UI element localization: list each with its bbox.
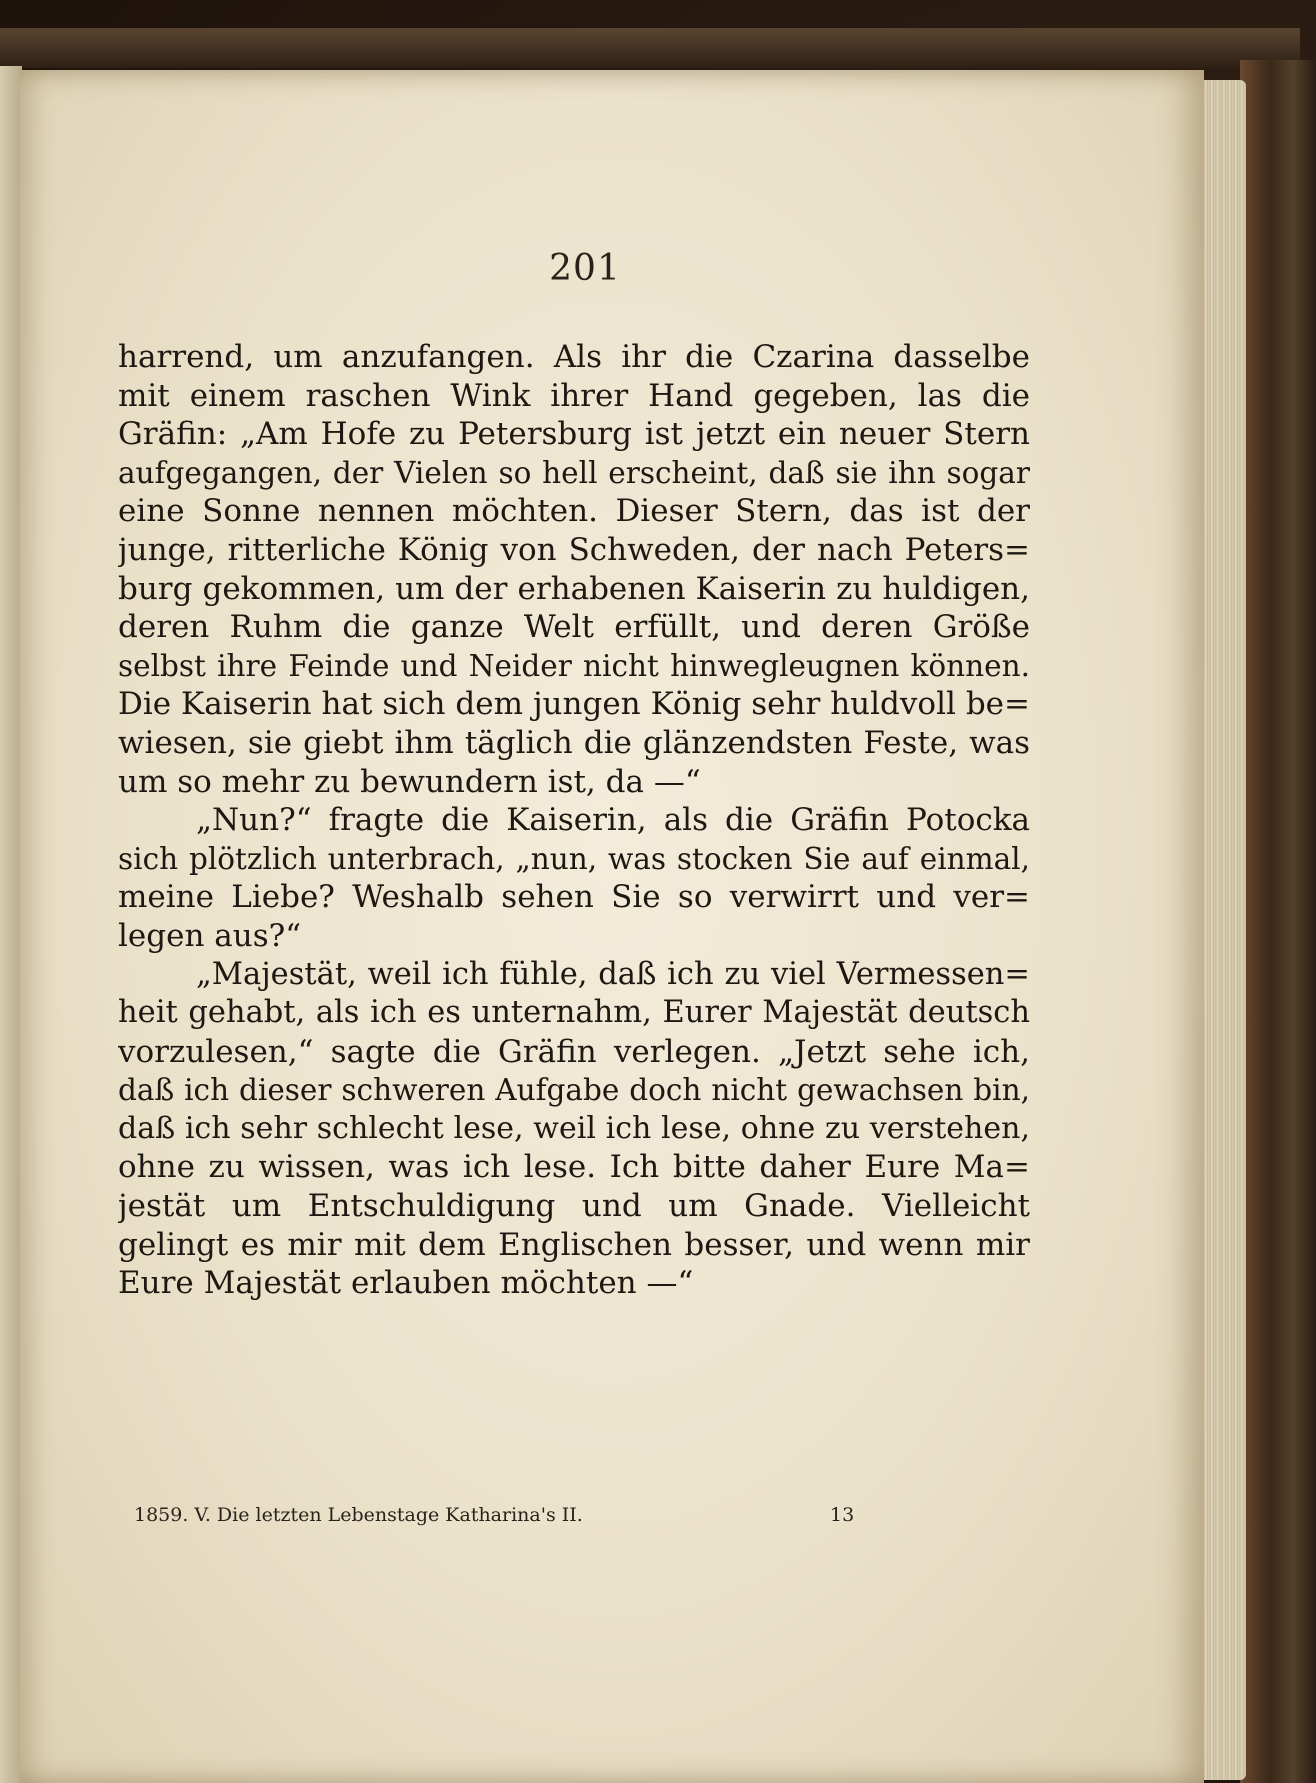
- body-text: [118, 338, 1030, 1303]
- text-line: um so mehr zu bewundern ist, da —“: [118, 763, 701, 800]
- book-page: [20, 70, 1204, 1783]
- text-line: „Majestät, weil ich fühle, daß ich zu viel Vermessen=: [196, 956, 1030, 992]
- text-line: selbst ihre Feinde und Neider nicht hinwegleugnen können.: [118, 648, 1030, 683]
- text-line: deren Ruhm die ganze Welt erfüllt, und deren Größe: [118, 609, 1030, 646]
- text-line: „Nun?“ fragte die Kaiserin, als die Gräfin Potocka: [196, 802, 1030, 839]
- text-line: Die Kaiserin hat sich dem jungen König sehr huldvoll be=: [118, 686, 1030, 723]
- text-line: junge, ritterliche König von Schweden, der nach Peters=: [118, 531, 1030, 568]
- text-line: harrend, um anzufangen. Als ihr die Czarina dasselbe: [118, 339, 1030, 375]
- text-line: sich plötzlich unterbrach, „nun, was stocken Sie auf einmal,: [118, 841, 1030, 876]
- facing-page-edge: [0, 66, 22, 1783]
- cover-top-edge: [0, 28, 1300, 68]
- text-line: Eure Majestät erlauben möchten —“: [118, 1265, 694, 1302]
- text-line: eine Sonne nennen möchten. Dieser Stern, das ist der: [118, 493, 1030, 530]
- page-footer: [20, 1504, 1204, 1534]
- footer-signature: 1859. V. Die letzten Lebenstage Katharina's II.: [134, 1504, 583, 1526]
- text-line: Gräfin: „Am Hofe zu Petersburg ist jetzt ein neuer Stern: [118, 416, 1030, 453]
- text-line: vorzulesen,“ sagte die Gräfin verlegen. „Jetzt sehe ich,: [118, 1033, 1030, 1070]
- text-line: legen aus?“: [118, 917, 302, 954]
- text-line: heit gehabt, als ich es unternahm, Eurer Majestät deutsch: [118, 995, 1030, 1031]
- page-number: 201: [549, 248, 621, 289]
- text-line: ohne zu wissen, was ich lese. Ich bitte daher Eure Ma=: [118, 1149, 1030, 1186]
- text-line: wiesen, sie giebt ihm täglich die glänzendsten Feste, was: [118, 724, 1030, 761]
- text-line: gelingt es mir mit dem Englischen besser, und wenn mir: [118, 1226, 1030, 1263]
- footer-sheet-number: 13: [830, 1504, 855, 1526]
- text-line: burg gekommen, um der erhabenen Kaiserin zu huldigen,: [118, 570, 1030, 607]
- text-line: daß ich dieser schweren Aufgabe doch nicht gewachsen bin,: [118, 1073, 1030, 1108]
- text-line: daß ich sehr schlecht lese, weil ich lese, ohne zu verstehen,: [118, 1110, 1030, 1146]
- text-line: aufgegangen, der Vielen so hell erscheint, daß sie ihn sogar: [118, 455, 1030, 490]
- text-line: jestät um Entschuldigung und um Gnade. Vielleicht: [118, 1188, 1030, 1225]
- leather-spine-edge: [1240, 60, 1316, 1783]
- text-line: mit einem raschen Wink ihrer Hand gegeben, las die: [118, 377, 1030, 414]
- text-line: meine Liebe? Weshalb sehen Sie so verwirrt und ver=: [118, 879, 1030, 916]
